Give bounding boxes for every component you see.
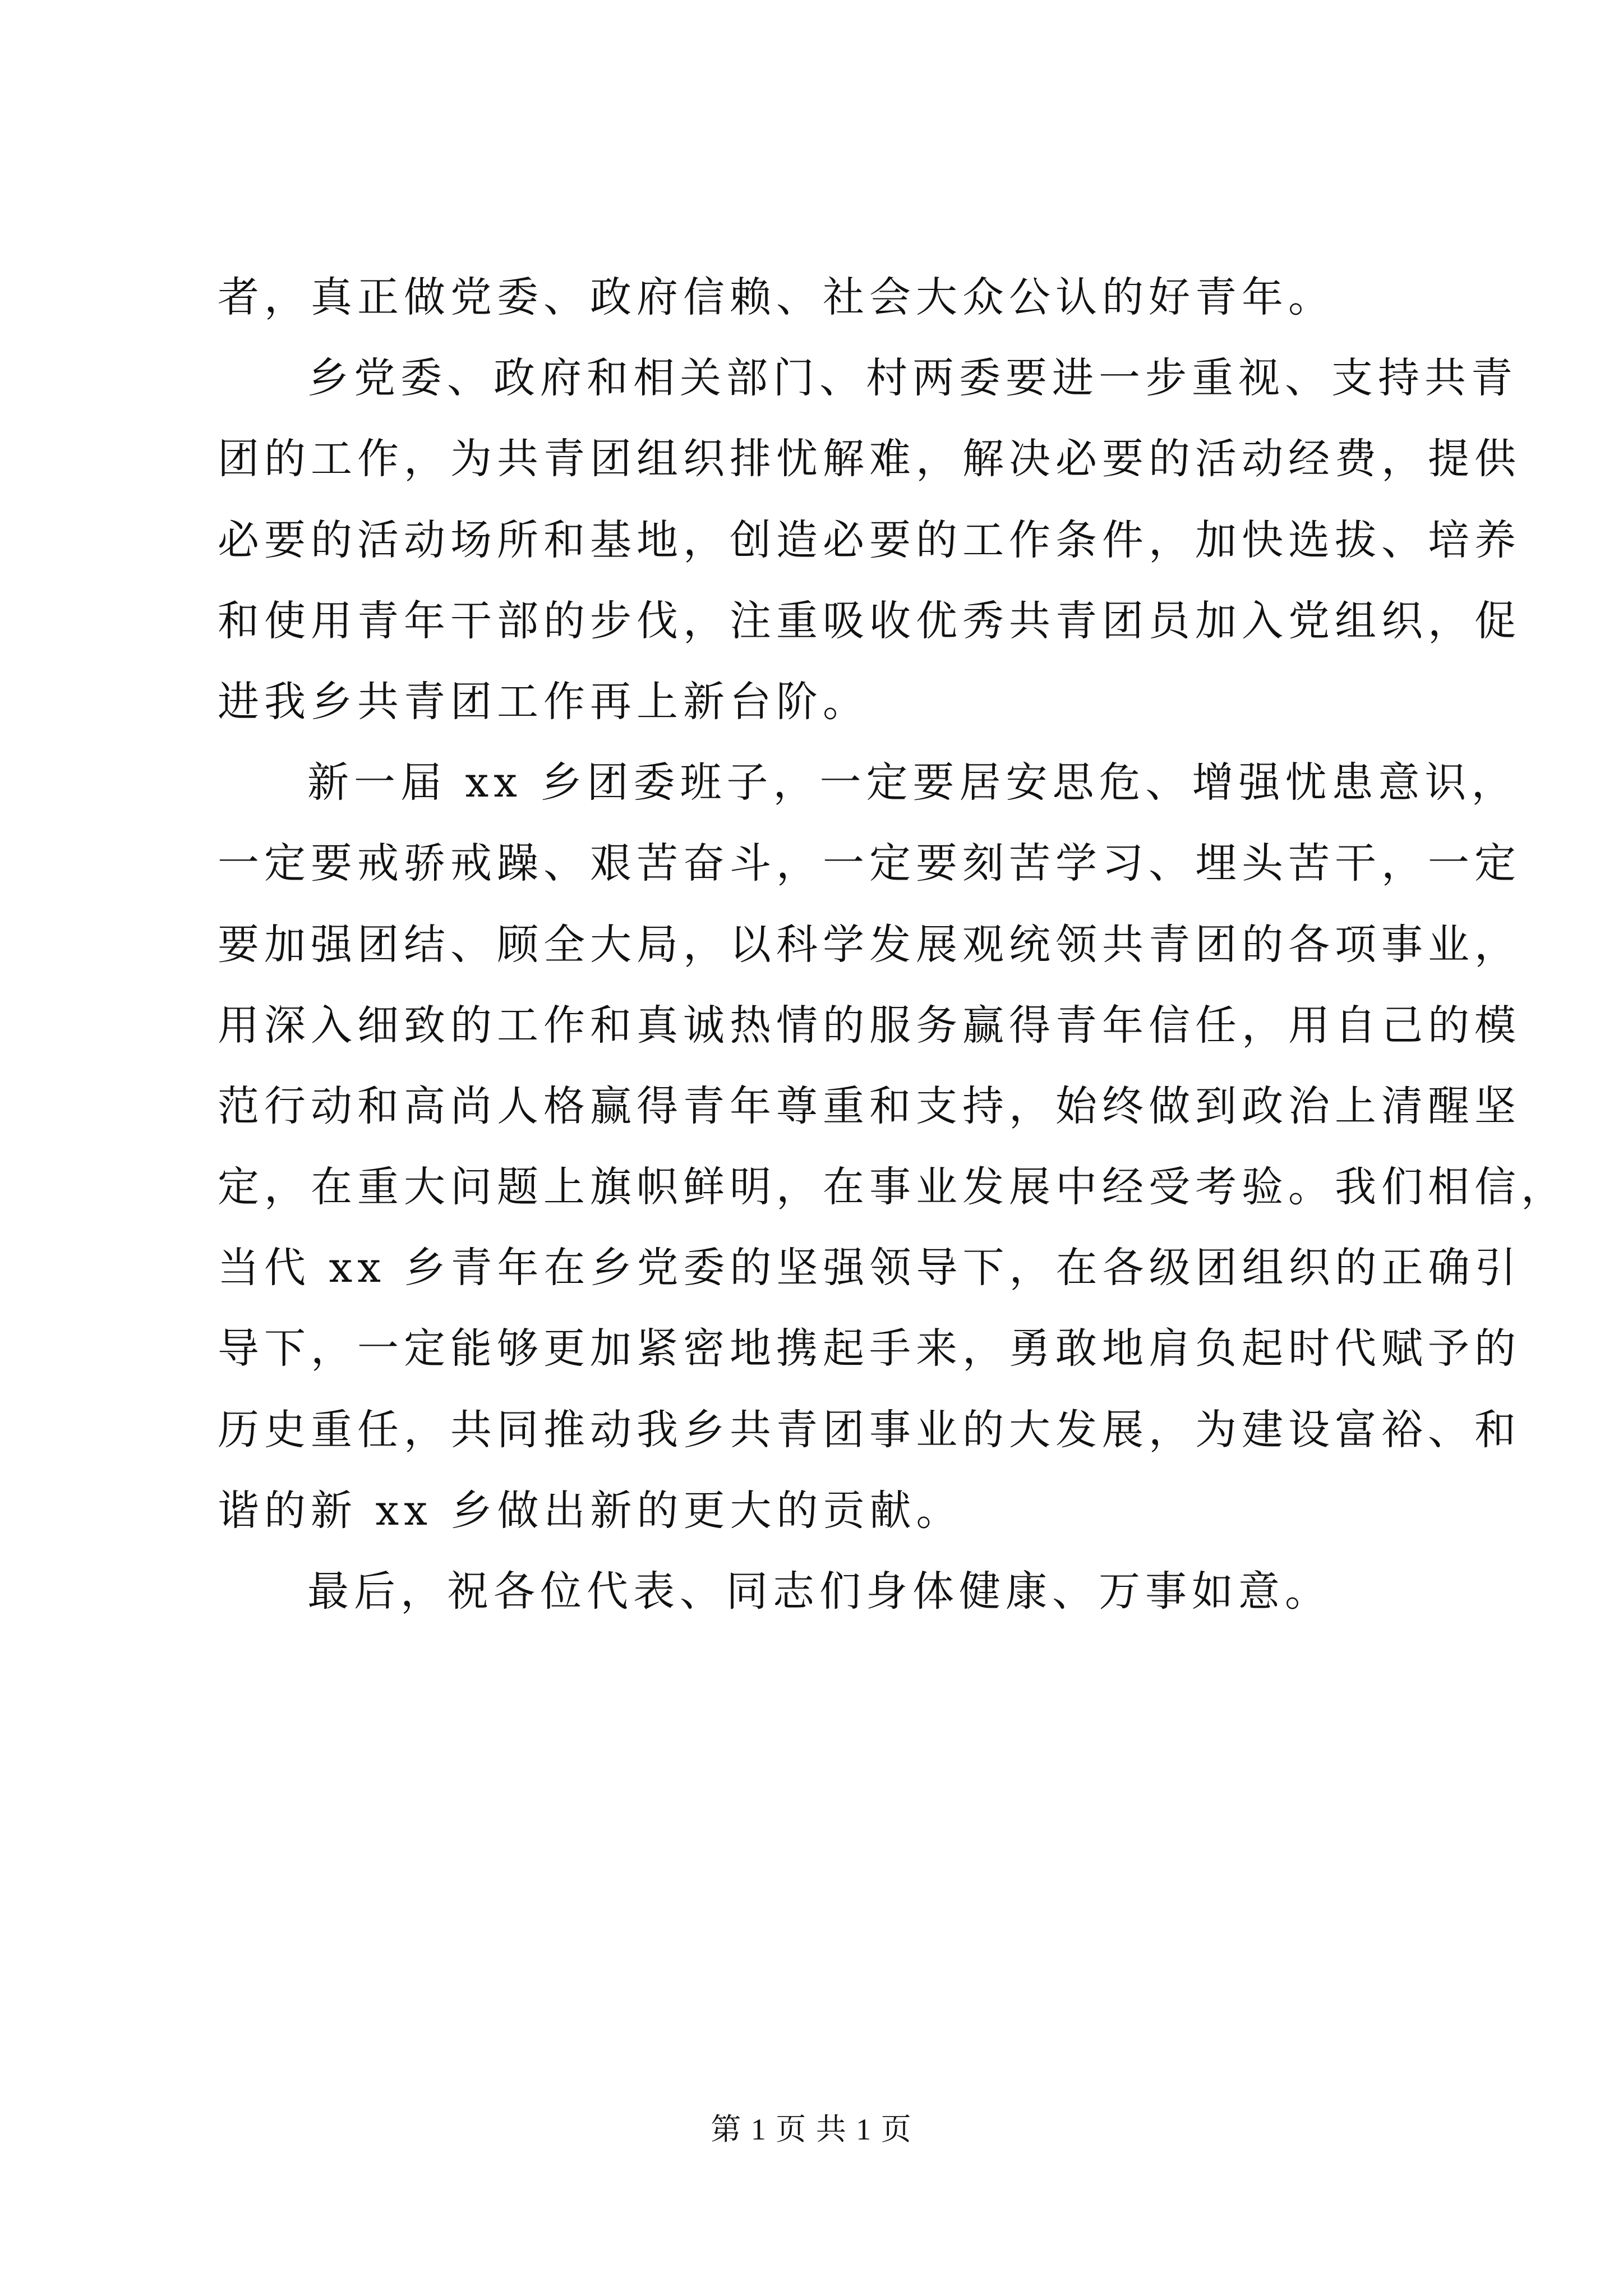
text-line: 当代 xx 乡青年在乡党委的坚强领导下，在各级团组织的正确引 [218,1244,1521,1292]
text-line: 谐的新 xx 乡做出新的更大的贡献。 [218,1486,963,1535]
text-line: 用深入细致的工作和真诚热情的服务赢得青年信任，用自己的模 [218,1001,1521,1050]
text-line: 要加强团结、顾全大局，以科学发展观统领共青团的各项事业， [218,920,1521,969]
text-line: 历史重任，共同推动我乡共青团事业的大发展，为建设富裕、和 [218,1405,1521,1454]
text-line: 和使用青年干部的步伐，注重吸收优秀共青团员加入党组织，促 [218,596,1521,645]
page-number-label: 第 1 页 共 1 页 [711,2113,912,2146]
text-line: 者，真正做党委、政府信赖、社会大众公认的好青年。 [218,273,1335,321]
text-line: 乡党委、政府和相关部门、村两委要进一步重视、支持共青 [307,354,1518,403]
text-line: 团的工作，为共青团组织排忧解难，解决必要的活动经费，提供 [218,435,1521,484]
text-line: 最后，祝各位代表、同志们身体健康、万事如意。 [307,1567,1331,1616]
text-line: 新一届 xx 乡团委班子，一定要居安思危、增强忧患意识， [307,758,1518,807]
text-line: 一定要戒骄戒躁、艰苦奋斗，一定要刻苦学习、埋头苦干，一定 [218,839,1521,888]
text-line: 必要的活动场所和基地，创造必要的工作条件，加快选拔、培养 [218,516,1521,564]
text-line: 范行动和高尚人格赢得青年尊重和支持，始终做到政治上清醒坚 [218,1082,1521,1130]
body-text [218,257,1567,1632]
text-line: 定，在重大问题上旗帜鲜明，在事业发展中经受考验。我们相信， [218,1163,1567,1212]
page-footer [0,2109,1623,2150]
text-line: 导下，一定能够更加紧密地携起手来，勇敢地肩负起时代赋予的 [218,1324,1521,1373]
text-line: 进我乡共青团工作再上新台阶。 [218,677,869,726]
